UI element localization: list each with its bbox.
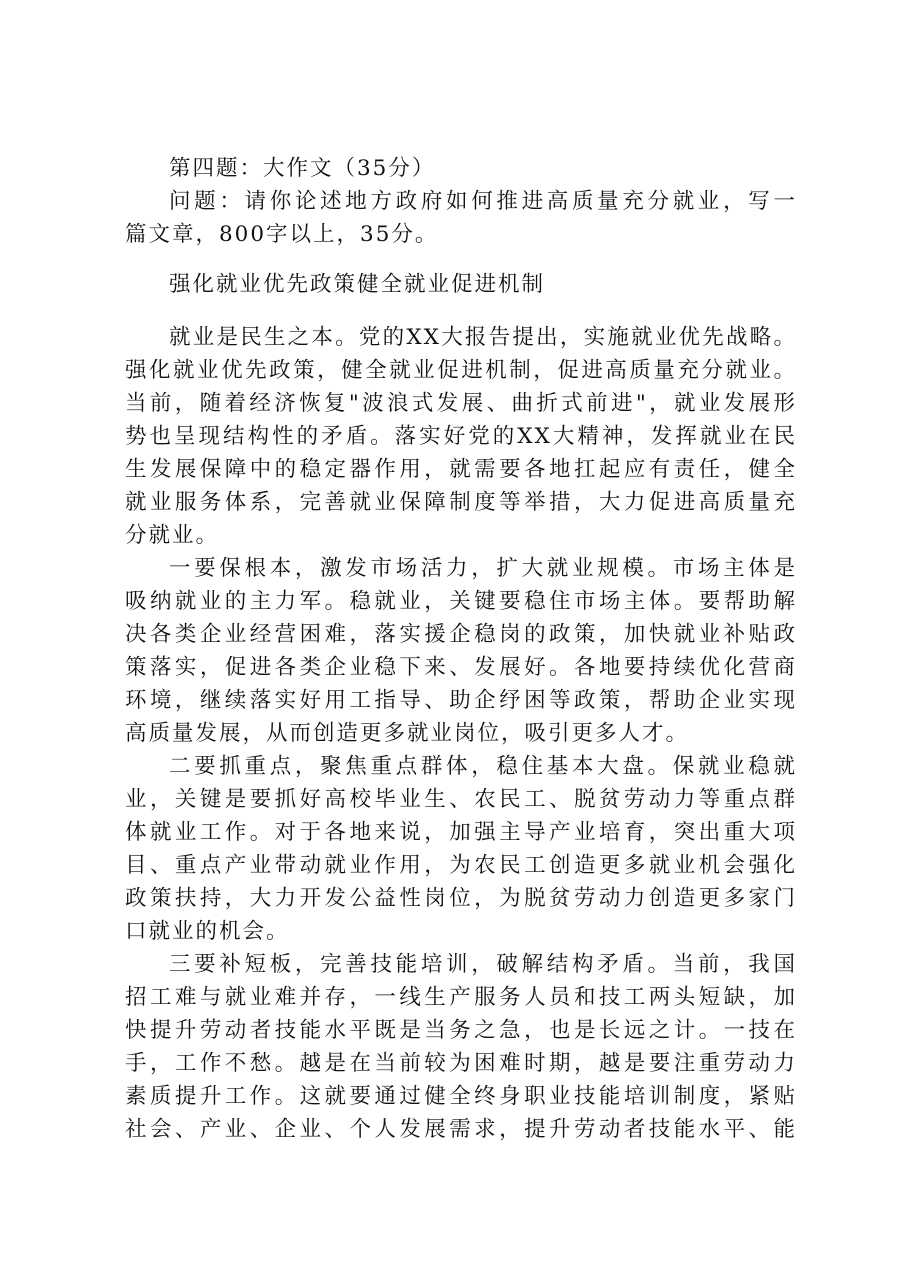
question-prompt-line: 问题：请你论述地方政府如何推进高质量充分就业，写一	[169, 189, 797, 214]
paragraph-line: 强化就业优先政策，健全就业促进机制，促进高质量充分就业。	[125, 358, 797, 383]
paragraph-line: 势也呈现结构性的矛盾。落实好党的XX大精神，发挥就业在民	[125, 424, 797, 449]
question-block	[125, 152, 797, 251]
paragraph-line: 快提升劳动者技能水平既是当务之急，也是长远之计。一技在	[125, 1018, 797, 1043]
paragraph-line: 目、重点产业带动就业作用，为农民工创造更多就业机会强化	[125, 853, 797, 878]
paragraph-line: 素质提升工作。这就要通过健全终身职业技能培训制度，紧贴	[125, 1084, 797, 1109]
question-prompt-line: 篇文章，800字以上，35分。	[125, 222, 439, 247]
paragraph-line: 政策扶持，大力开发公益性岗位，为脱贫劳动力创造更多家门	[125, 886, 797, 911]
paragraph-line: 策落实，促进各类企业稳下来、发展好。各地要持续优化营商	[125, 655, 797, 680]
paragraph-line: 社会、产业、企业、个人发展需求，提升劳动者技能水平、能	[125, 1117, 797, 1142]
paragraph-line: 环境，继续落实好用工指导、助企纾困等政策，帮助企业实现	[125, 688, 797, 713]
paragraph-line: 吸纳就业的主力军。稳就业，关键要稳住市场主体。要帮助解	[125, 589, 797, 614]
essay-paragraph	[125, 321, 797, 552]
paragraph-line: 业，关键是要抓好高校毕业生、农民工、脱贫劳动力等重点群	[125, 787, 797, 812]
paragraph-line: 决各类企业经营困难，落实援企稳岗的政策，加快就业补贴政	[125, 622, 797, 647]
paragraph-line: 一要保根本，激发市场活力，扩大就业规模。市场主体是	[169, 556, 797, 581]
paragraph-line: 体就业工作。对于各地来说，加强主导产业培育，突出重大项	[125, 820, 797, 845]
paragraph-line: 当前，随着经济恢复"波浪式发展、曲折式前进"，就业发展形	[125, 391, 797, 416]
essay-paragraph	[125, 948, 797, 1146]
paragraph-line: 招工难与就业难并存，一线生产服务人员和技工两头短缺，加	[125, 985, 797, 1010]
paragraph-line: 二要抓重点，聚焦重点群体，稳住基本大盘。保就业稳就	[169, 754, 797, 779]
essay-title: 强化就业优先政策健全就业促进机制	[169, 272, 546, 297]
paragraph-line: 手，工作不愁。越是在当前较为困难时期，越是要注重劳动力	[125, 1051, 797, 1076]
paragraph-line: 三要补短板，完善技能培训，破解结构矛盾。当前，我国	[169, 952, 797, 977]
document-page	[125, 152, 797, 1146]
paragraph-line: 分就业。	[125, 523, 220, 548]
essay-paragraph	[125, 750, 797, 948]
paragraph-line: 就业是民生之本。党的XX大报告提出，实施就业优先战略。	[169, 325, 797, 350]
question-heading: 第四题：大作文（35分）	[169, 156, 436, 181]
paragraph-line: 口就业的机会。	[125, 919, 290, 944]
paragraph-line: 高质量发展，从而创造更多就业岗位，吸引更多人才。	[125, 721, 690, 746]
paragraph-line: 生发展保障中的稳定器作用，就需要各地扛起应有责任，健全	[125, 457, 797, 482]
essay-paragraph	[125, 552, 797, 750]
paragraph-line: 就业服务体系，完善就业保障制度等举措，大力促进高质量充	[125, 490, 797, 515]
